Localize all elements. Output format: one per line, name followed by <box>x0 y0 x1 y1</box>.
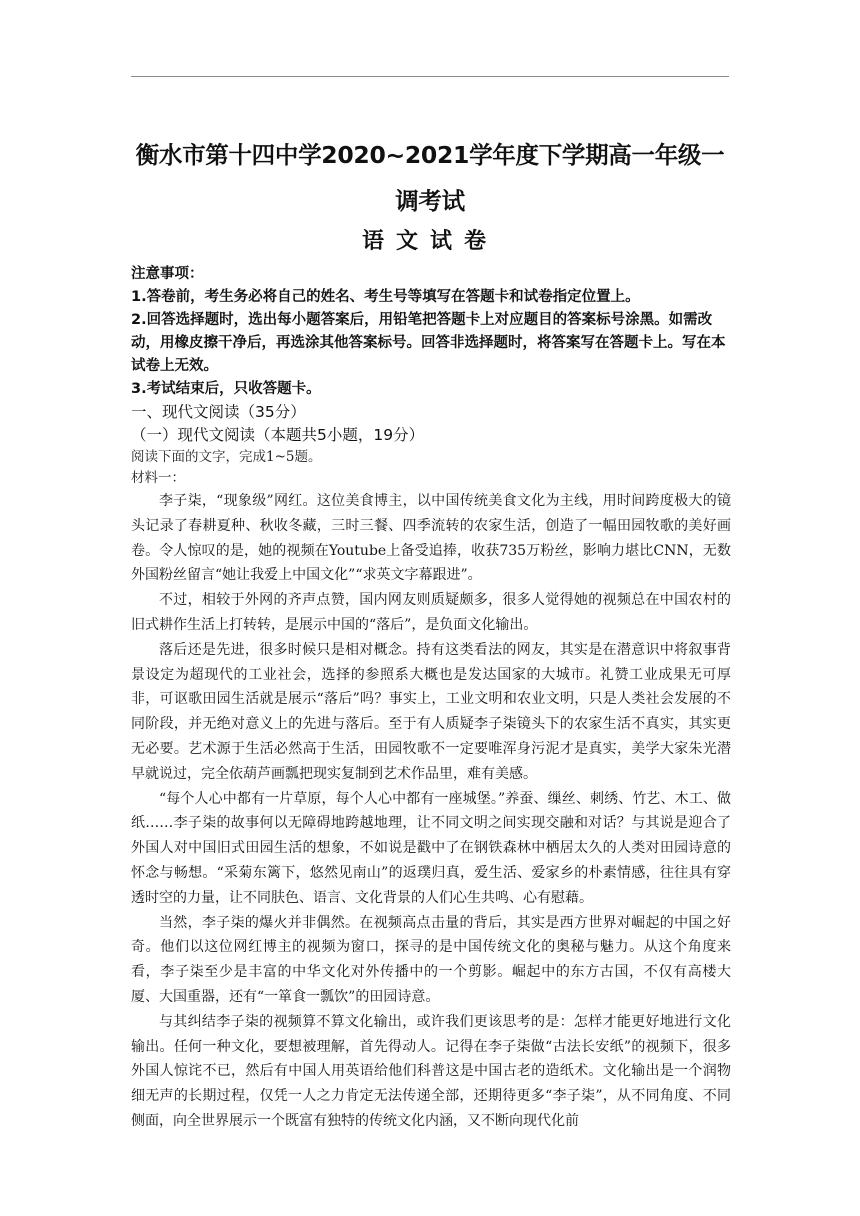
paragraph-4: “每个人心中都有一片草原，每个人心中都有一座城堡。”养蚕、缫丝、刺绣、竹艺、木工、做纸……李子柒的故事何以无障碍地跨越地理，让不同文明之间实现交融和对话？与其说是迎合了外国人对中国旧式田园生活的想象，不如说是戳中了在钢铁森林中栖居太久的人类对田园诗意的怀念与畅想。“采菊东篱下，悠然见南山”的返璞归真，爱生活、爱家乡的朴素情感，往往具有穿透时空的力量，让不同肤色、语言、文化背景的人们心生共鸣、心有慰藉。 <box>131 790 731 906</box>
paragraph-3: 落后还是先进，很多时候只是相对概念。持有这类看法的网友，其实是在潜意识中将叙事背景设定为超现代的工业社会，选择的参照系大概也是发达国家的大城市。礼赞工业成果无可厚非，可讴歌田园生活就是展示“落后”吗？事实上，工业文明和农业文明，只是人类社会发展的不同阶段，并无绝对意义上的先进与落后。至于有人质疑李子柒镜头下的农家生活不真实，其实更无必要。艺术源于生活必然高于生活，田园牧歌不一定要唯浑身污泥才是真实，美学大家朱光潜早就说过，完全依葫芦画瓢把现实复制到艺术作品里，难有美感。 <box>131 641 731 782</box>
paragraph-6: 与其纠结李子柒的视频算不算文化输出，或许我们更该思考的是：怎样才能更好地进行文化输出。任何一种文化，要想被理解，首先得动人。记得在李子柒做“古法长安纸”的视频下，很多外国人惊诧不已，然后有中国人用英语给他们科普这是中国古老的造纸术。文化输出是一个润物细无声的长期过程，仅凭一人之力肯定无法传递全部，还期待更多“李子柒”，从不同角度、不同侧面，向全世界展示一个既富有独特的传统文化内涵，又不断向现代化前 <box>131 1013 731 1129</box>
exam-title: 衡水市第十四中学2020~2021学年度下学期高一年级一调考试 <box>135 141 725 215</box>
exam-content <box>131 263 731 1134</box>
notice-item-2: 2.回答选择题时，选出每小题答案后，用铅笔把答题卡上对应题目的答案标号涂黑。如需改动，用橡皮擦干净后，再选涂其他答案标号。回答非选择题时，将答案写在答题卡上。写在本试卷上无效。 <box>131 312 726 374</box>
paragraph-2: 不过，相较于外网的齐声点赞，国内网友则质疑颇多，很多人觉得她的视频总在中国农村的旧式耕作生活上打转转，是展示中国的“落后”，是负面文化输出。 <box>131 592 731 633</box>
reading-instruction: 阅读下面的文字，完成1~5题。 <box>131 449 322 465</box>
notice-heading: 注意事项： <box>131 266 204 282</box>
paragraph-5: 当然，李子柒的爆火并非偶然。在视频高点击量的背后，其实是西方世界对崛起的中国之好奇。他们以这位网红博主的视频为窗口，探寻的是中国传统文化的奥秘与魅力。从这个角度来看，李子柒至少是丰富的中华文化对外传播中的一个剪影。崛起中的东方古国，不仅有高楼大厦、大国重器，还有“一箪食一瓢饮”的田园诗意。 <box>131 914 731 1005</box>
notice-item-3: 3.考试结束后，只收答题卡。 <box>131 381 321 397</box>
section-heading: 一、现代文阅读（35分） <box>131 403 306 421</box>
header-rule <box>131 76 729 77</box>
exam-subtitle: 语文试卷 <box>361 229 498 254</box>
notice-item-1: 1.答卷前，考生务必将自己的姓名、考生号等填写在答题卡和试卷指定位置上。 <box>131 289 640 305</box>
section-subheading: （一）现代文阅读（本题共5小题，19分） <box>131 426 425 444</box>
paragraph-1: 李子柒，“现象级”网红。这位美食博主，以中国传统美食文化为主线，用时间跨度极大的镜头记录了春耕夏种、秋收冬藏，三时三餐、四季流转的农家生活，创造了一幅田园牧歌的美好画卷。令人惊叹的是，她的视频在Youtube上备受追捧，收获735万粉丝，影响力堪比CNN，无数外国粉丝留言“她让我爱上中国文化”“求英文字幕跟进”。 <box>131 493 731 584</box>
material-label: 材料一： <box>131 470 185 486</box>
